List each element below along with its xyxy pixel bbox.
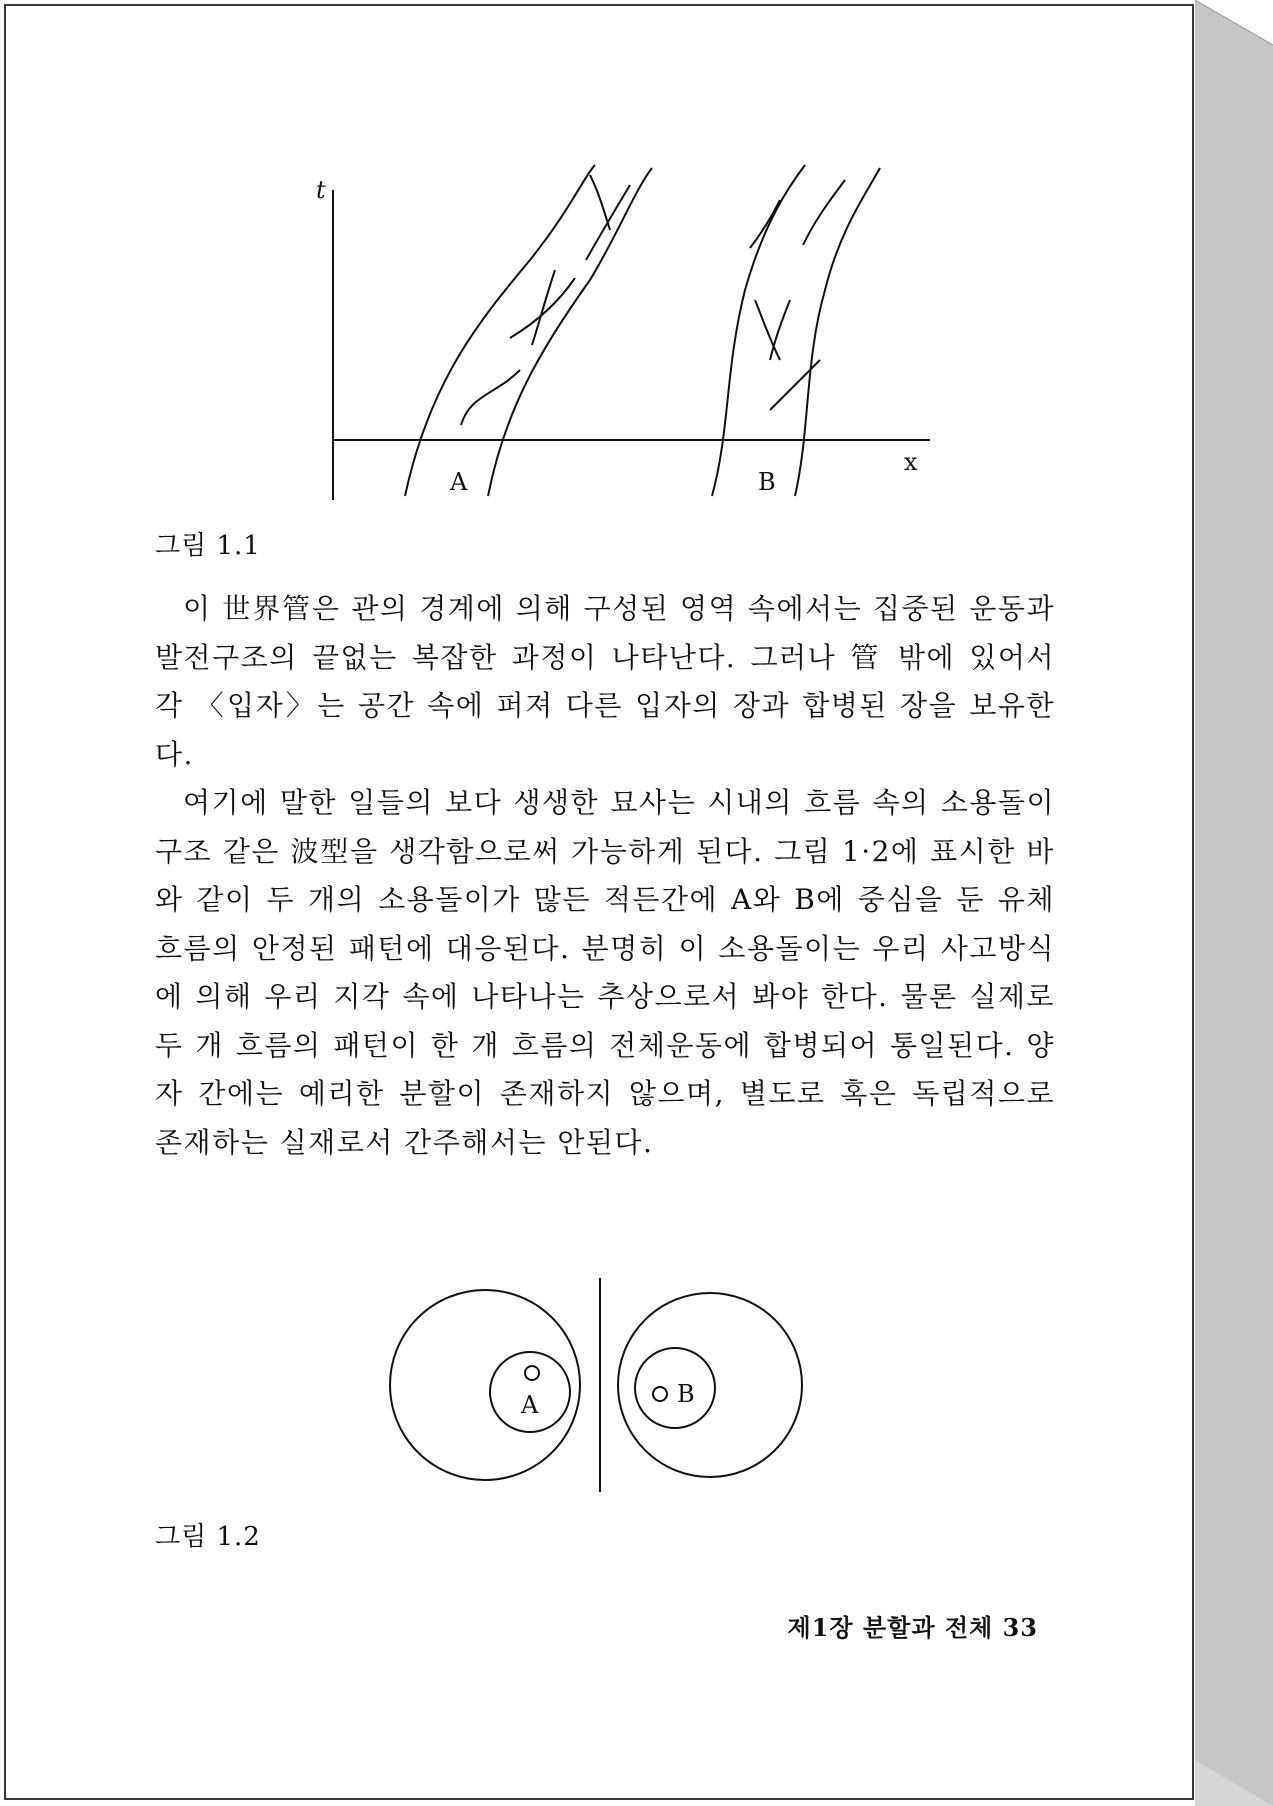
vortex-b-center: [653, 1387, 667, 1401]
tube-b-right-wall: [795, 168, 880, 496]
paragraph-2: 여기에 말한 일들의 보다 생생한 묘사는 시내의 흐름 속의 소용돌이 구조 같은 波型을 생각함으로써 가능하게 된다. 그림 1·2에 표시한 바와 같이 두 개의 소용돌이가 많든 적든간에 A와 B에 중심을 둔 유체흐름의 안정된 패턴에 대응된다. 분명히 이 소용돌이는 우리 사고방식에 의해 우리 지각 속에 나타나는 추상으로서 봐야 한다. 물론 실제로 두 개 흐름의 패턴이 한 개 흐름의 전체운동에 합병되어 통일된다. 양자 간에는 예리한 분할이 존재하지 않으며, 별도로 혹은 독립적으로 존재하는 실재로서 간주해서는 안된다.: [155, 786, 1055, 1159]
tube-b-inner-stroke: [770, 300, 790, 360]
vortex-a-center: [525, 1366, 539, 1380]
tube-b-inner-stroke: [755, 300, 780, 360]
figure-1-1-caption: 그림 1.1: [155, 531, 261, 561]
tube-b-inner-stroke: [803, 180, 845, 245]
t-axis-label: t: [316, 176, 326, 204]
paragraph-1: 이 世界管은 관의 경계에 의해 구성된 영역 속에서는 집중된 운동과 발전구조의 끝없는 복잡한 과정이 나타난다. 그러나 管 밖에 있어서 각 〈입자〉는 공간 속에 퍼져 다른 입자의 장과 합병된 장을 보유한다.: [155, 592, 1055, 771]
vortex-b-inner-circle: [635, 1348, 715, 1428]
x-axis-label: x: [904, 448, 918, 476]
tube-a-right-wall: [488, 168, 652, 496]
tube-b-label: B: [758, 468, 776, 496]
book-page-edge: [1195, 0, 1273, 1806]
tube-a-inner-stroke: [532, 270, 555, 345]
tube-a-label: A: [450, 468, 468, 496]
tube-b-left-wall: [712, 165, 805, 496]
figure-1-2-caption: 그림 1.2: [155, 1522, 261, 1552]
tube-b-inner-stroke: [770, 360, 820, 410]
vortex-a-label: A: [521, 1391, 539, 1419]
figure-1-1-diagram: [300, 160, 960, 510]
vortex-b-outer-circle: [618, 1293, 802, 1477]
figure-1-2-diagram: [380, 1270, 850, 1510]
tube-b-inner-stroke: [750, 200, 780, 248]
page-footer: 제1장 분할과 전체 33: [787, 1613, 1038, 1642]
vortex-b-label: B: [677, 1380, 695, 1408]
vortex-a-outer-circle: [390, 1290, 580, 1480]
body-text: [155, 585, 1055, 1167]
